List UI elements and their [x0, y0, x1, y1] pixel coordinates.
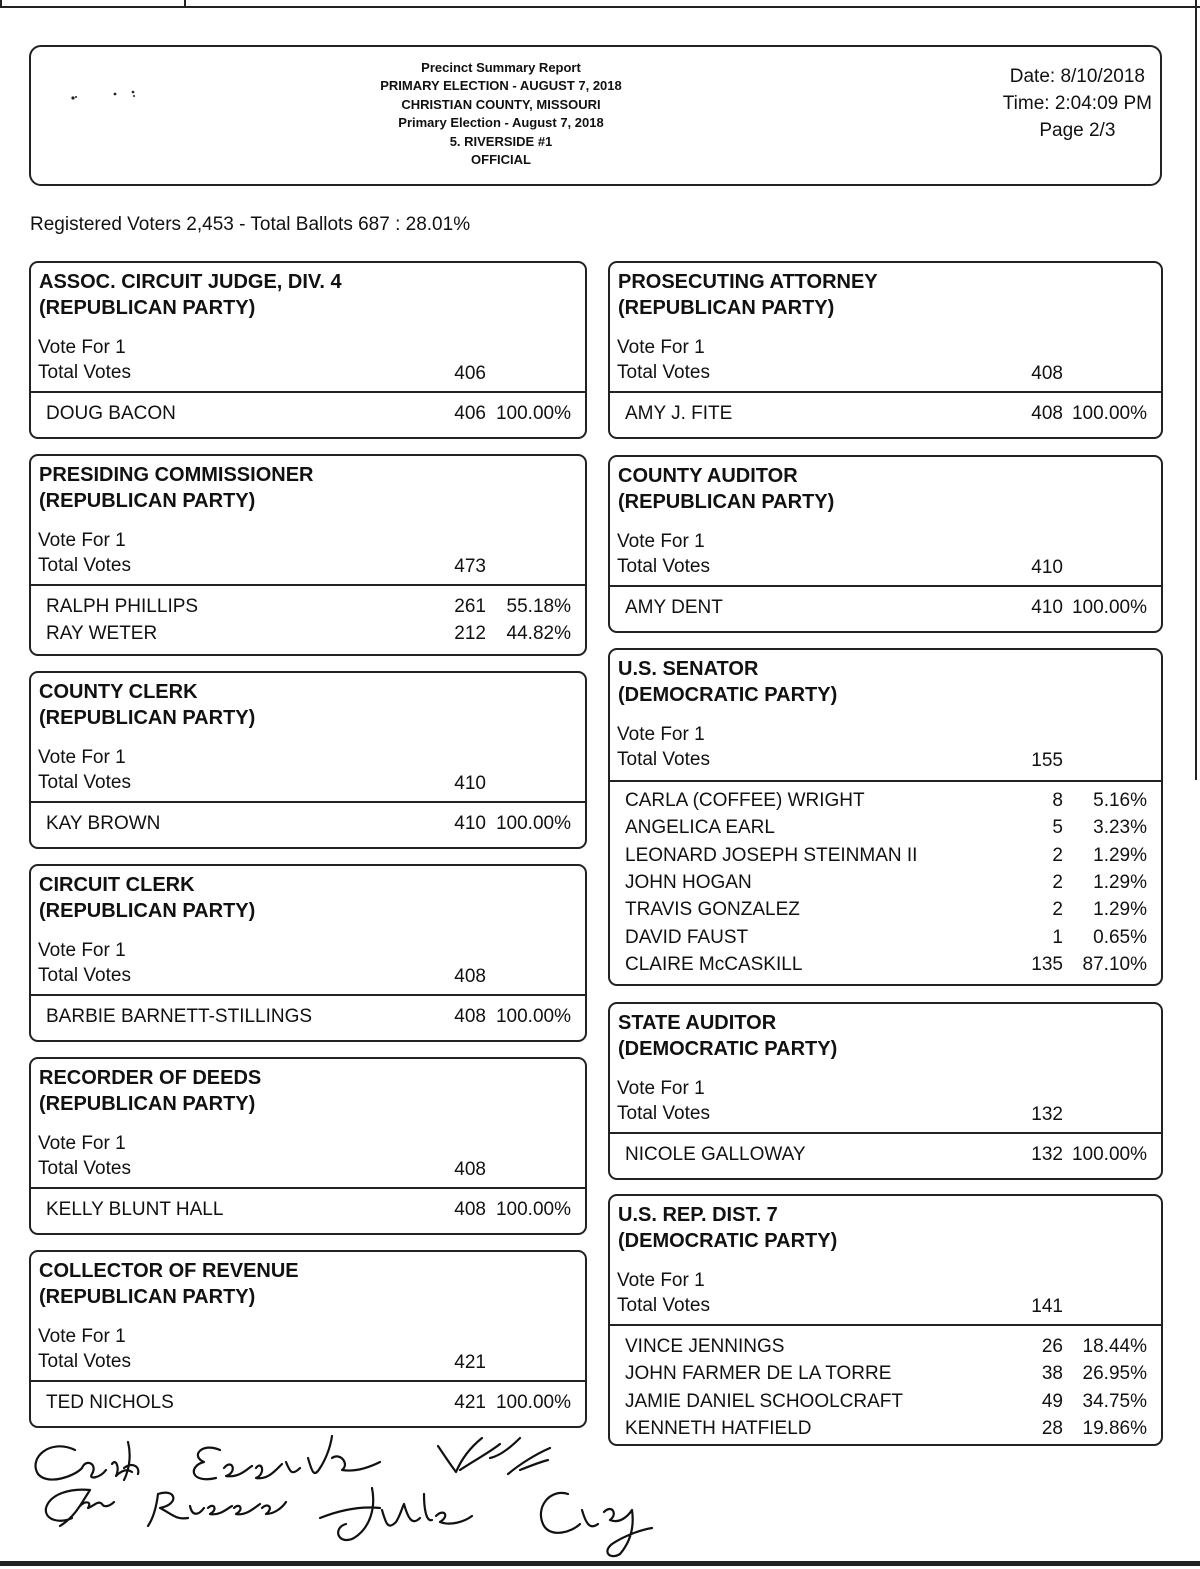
race-box [29, 1057, 587, 1235]
candidate-row [610, 845, 1161, 873]
candidate-name: JOHN HOGAN [625, 871, 752, 893]
race-divider [610, 1324, 1161, 1326]
candidate-votes: 212 [454, 623, 486, 645]
candidate-row [31, 596, 585, 624]
race-divider [610, 391, 1161, 393]
candidate-name: KELLY BLUNT HALL [46, 1199, 224, 1220]
candidate-row [31, 623, 585, 651]
report-meta [1003, 63, 1152, 144]
vote-for-label: Vote For 1 [617, 724, 705, 745]
race-box [29, 671, 587, 849]
race-party: (REPUBLICAN PARTY) [39, 297, 256, 319]
candidate-name: TRAVIS GONZALEZ [625, 899, 800, 921]
candidate-name: KENNETH HATFIELD [625, 1417, 812, 1439]
report-date: Date: 8/10/2018 [1009, 66, 1145, 87]
candidate-percent: 100.00% [1071, 1144, 1147, 1165]
candidate-votes: 28 [1041, 1417, 1063, 1439]
race-divider [31, 1380, 585, 1382]
candidate-percent: 1.29% [1093, 844, 1147, 866]
vote-for-label: Vote For 1 [38, 1326, 126, 1347]
candidate-percent: 34.75% [1082, 1390, 1147, 1412]
candidate-votes: 49 [1041, 1390, 1063, 1412]
race-title: RECORDER OF DEEDS [39, 1067, 262, 1089]
race-party: (REPUBLICAN PARTY) [39, 900, 256, 922]
candidate-percent: 1.29% [1093, 871, 1147, 893]
candidate-votes: 8 [1052, 790, 1063, 811]
race-title: STATE AUDITOR [618, 1012, 777, 1034]
candidate-row [610, 899, 1161, 927]
candidate-name: TED NICHOLS [46, 1392, 174, 1413]
county-seal-icon [67, 85, 147, 105]
candidate-percent: 5.16% [1093, 790, 1147, 811]
candidate-name: LEONARD JOSEPH STEINMAN II [625, 844, 918, 866]
race-box [29, 864, 587, 1042]
race-divider [31, 1187, 585, 1189]
candidate-name: JOHN FARMER DE LA TORRE [625, 1363, 892, 1385]
vote-for-label: Vote For 1 [617, 1270, 705, 1291]
candidate-votes: 2 [1052, 871, 1063, 893]
total-votes-value: 408 [454, 966, 486, 987]
race-title: PRESIDING COMMISSIONER [39, 464, 314, 486]
candidate-row [31, 1199, 585, 1227]
race-title: CIRCUIT CLERK [39, 874, 195, 896]
candidate-votes: 26 [1041, 1336, 1063, 1357]
race-divider [31, 584, 585, 586]
race-box [608, 455, 1163, 633]
candidate-votes: 1 [1052, 926, 1063, 948]
page-number: Page 2/3 [1039, 120, 1116, 141]
candidate-row [31, 813, 585, 841]
race-box [608, 1002, 1163, 1180]
county-name: CHRISTIAN COUNTY, MISSOURI [401, 96, 601, 112]
candidate-votes: 408 [454, 1199, 486, 1220]
candidate-name: RAY WETER [46, 623, 158, 645]
candidate-row [31, 1006, 585, 1034]
candidate-row [610, 1144, 1161, 1172]
vote-for-label: Vote For 1 [617, 1078, 705, 1099]
candidate-votes: 135 [1031, 953, 1063, 975]
candidate-percent: 87.10% [1082, 953, 1147, 975]
candidate-percent: 55.18% [506, 596, 571, 617]
total-votes-value: 408 [454, 1159, 486, 1180]
candidate-name: AMY J. FITE [625, 403, 733, 424]
candidate-name: NICOLE GALLOWAY [625, 1144, 806, 1165]
race-box [29, 454, 587, 656]
candidate-row [610, 1336, 1161, 1364]
candidate-percent: 100.00% [1071, 403, 1147, 424]
total-votes-label: Total Votes [38, 1351, 131, 1372]
total-votes-value: 155 [1031, 750, 1063, 771]
race-title: COLLECTOR OF REVENUE [39, 1260, 299, 1282]
candidate-row [610, 1391, 1161, 1419]
vote-for-label: Vote For 1 [38, 337, 126, 358]
candidate-votes: 132 [1031, 1144, 1063, 1165]
report-title: Precinct Summary Report [421, 60, 581, 75]
candidate-percent: 100.00% [495, 403, 571, 424]
candidate-row [610, 597, 1161, 625]
candidate-percent: 100.00% [495, 813, 571, 834]
race-divider [31, 391, 585, 393]
vote-for-label: Vote For 1 [38, 747, 126, 768]
total-votes-label: Total Votes [38, 1158, 131, 1179]
vote-for-label: Vote For 1 [617, 531, 705, 552]
candidate-name: ANGELICA EARL [625, 817, 775, 839]
turnout-summary: Registered Voters 2,453 - Total Ballots 687 : 28.01% [30, 214, 471, 235]
top-border [0, 0, 1200, 10]
candidate-percent: 100.00% [495, 1199, 571, 1220]
candidate-name: CLAIRE McCASKILL [625, 953, 803, 975]
candidate-percent: 19.86% [1082, 1417, 1147, 1439]
candidate-votes: 2 [1052, 899, 1063, 921]
candidate-votes: 408 [1031, 403, 1063, 424]
race-title: COUNTY AUDITOR [618, 465, 798, 487]
race-party: (REPUBLICAN PARTY) [39, 490, 256, 512]
candidate-row [610, 403, 1161, 431]
race-party: (DEMOCRATIC PARTY) [618, 684, 838, 706]
total-votes-value: 473 [454, 556, 486, 577]
race-party: (DEMOCRATIC PARTY) [618, 1038, 838, 1060]
candidate-row [610, 872, 1161, 900]
race-box [608, 261, 1163, 439]
race-divider [610, 780, 1161, 782]
vote-for-label: Vote For 1 [38, 530, 126, 551]
election-title: PRIMARY ELECTION - AUGUST 7, 2018 [380, 78, 622, 94]
total-votes-label: Total Votes [617, 1103, 710, 1124]
report-heading [331, 59, 671, 169]
race-party: (REPUBLICAN PARTY) [39, 1286, 256, 1308]
vote-for-label: Vote For 1 [38, 940, 126, 961]
candidate-name: RALPH PHILLIPS [46, 596, 199, 617]
candidate-votes: 421 [454, 1392, 486, 1413]
total-votes-value: 408 [1031, 363, 1063, 384]
total-votes-label: Total Votes [617, 749, 710, 770]
precinct-name: 5. RIVERSIDE #1 [449, 133, 553, 149]
total-votes-value: 141 [1031, 1296, 1063, 1317]
candidate-votes: 2 [1052, 844, 1063, 866]
total-votes-value: 132 [1031, 1104, 1063, 1125]
race-party: (REPUBLICAN PARTY) [618, 491, 835, 513]
report-header [29, 45, 1162, 186]
candidate-percent: 18.44% [1082, 1336, 1147, 1357]
candidate-row [610, 927, 1161, 955]
candidate-name: JAMIE DANIEL SCHOOLCRAFT [625, 1390, 904, 1412]
report-status: OFFICIAL [471, 152, 531, 168]
race-party: (REPUBLICAN PARTY) [39, 707, 256, 729]
total-votes-label: Total Votes [38, 772, 131, 793]
race-party: (REPUBLICAN PARTY) [39, 1093, 256, 1115]
race-box [29, 1250, 587, 1428]
candidate-row [610, 817, 1161, 845]
candidate-name: AMY DENT [625, 597, 723, 618]
candidate-percent: 0.65% [1093, 926, 1147, 948]
race-title: U.S. SENATOR [618, 658, 759, 680]
candidate-votes: 408 [454, 1006, 486, 1027]
election-name: Primary Election - August 7, 2018 [398, 115, 604, 131]
race-party: (REPUBLICAN PARTY) [618, 297, 835, 319]
candidate-votes: 406 [454, 403, 486, 424]
total-votes-label: Total Votes [617, 362, 710, 383]
total-votes-label: Total Votes [38, 555, 131, 576]
candidate-percent: 1.29% [1093, 899, 1147, 921]
race-divider [610, 1132, 1161, 1134]
candidate-percent: 100.00% [1071, 597, 1147, 618]
right-edge-line [1195, 0, 1197, 780]
candidate-row [610, 954, 1161, 982]
race-box [608, 648, 1163, 986]
candidate-row [610, 1363, 1161, 1391]
total-votes-value: 410 [454, 773, 486, 794]
candidate-row [31, 403, 585, 431]
race-title: ASSOC. CIRCUIT JUDGE, DIV. 4 [39, 271, 342, 293]
candidate-row [31, 1392, 585, 1420]
report-time: Time: 2:04:09 PM [1002, 93, 1152, 114]
total-votes-label: Total Votes [38, 362, 131, 383]
candidate-percent: 100.00% [495, 1392, 571, 1413]
candidate-votes: 261 [454, 596, 486, 617]
race-title: PROSECUTING ATTORNEY [618, 271, 878, 293]
vote-for-label: Vote For 1 [617, 337, 705, 358]
race-divider [31, 994, 585, 996]
race-box [608, 1194, 1163, 1446]
candidate-name: CARLA (COFFEE) WRIGHT [625, 790, 865, 811]
race-divider [610, 585, 1161, 587]
total-votes-value: 421 [454, 1352, 486, 1373]
race-party: (DEMOCRATIC PARTY) [618, 1230, 838, 1252]
candidate-votes: 38 [1041, 1363, 1063, 1385]
candidate-name: BARBIE BARNETT-STILLINGS [46, 1006, 313, 1027]
candidate-percent: 26.95% [1082, 1363, 1147, 1385]
candidate-votes: 5 [1052, 817, 1063, 839]
race-box [29, 261, 587, 439]
total-votes-label: Total Votes [617, 556, 710, 577]
candidate-votes: 410 [454, 813, 486, 834]
bottom-border [0, 1561, 1200, 1566]
candidate-name: DAVID FAUST [625, 926, 749, 948]
candidate-row [610, 1418, 1161, 1446]
candidate-votes: 410 [1031, 597, 1063, 618]
candidate-percent: 3.23% [1093, 817, 1147, 839]
race-divider [31, 801, 585, 803]
total-votes-label: Total Votes [617, 1295, 710, 1316]
total-votes-label: Total Votes [38, 965, 131, 986]
race-title: COUNTY CLERK [39, 681, 198, 703]
official-signatures [20, 1428, 660, 1563]
candidate-name: DOUG BACON [46, 403, 176, 424]
candidate-row [610, 790, 1161, 818]
candidate-name: VINCE JENNINGS [625, 1336, 785, 1357]
vote-for-label: Vote For 1 [38, 1133, 126, 1154]
candidate-name: KAY BROWN [46, 813, 161, 834]
total-votes-value: 410 [1031, 557, 1063, 578]
total-votes-value: 406 [454, 363, 486, 384]
candidate-percent: 44.82% [506, 623, 571, 645]
candidate-percent: 100.00% [495, 1006, 571, 1027]
race-title: U.S. REP. DIST. 7 [618, 1204, 778, 1226]
